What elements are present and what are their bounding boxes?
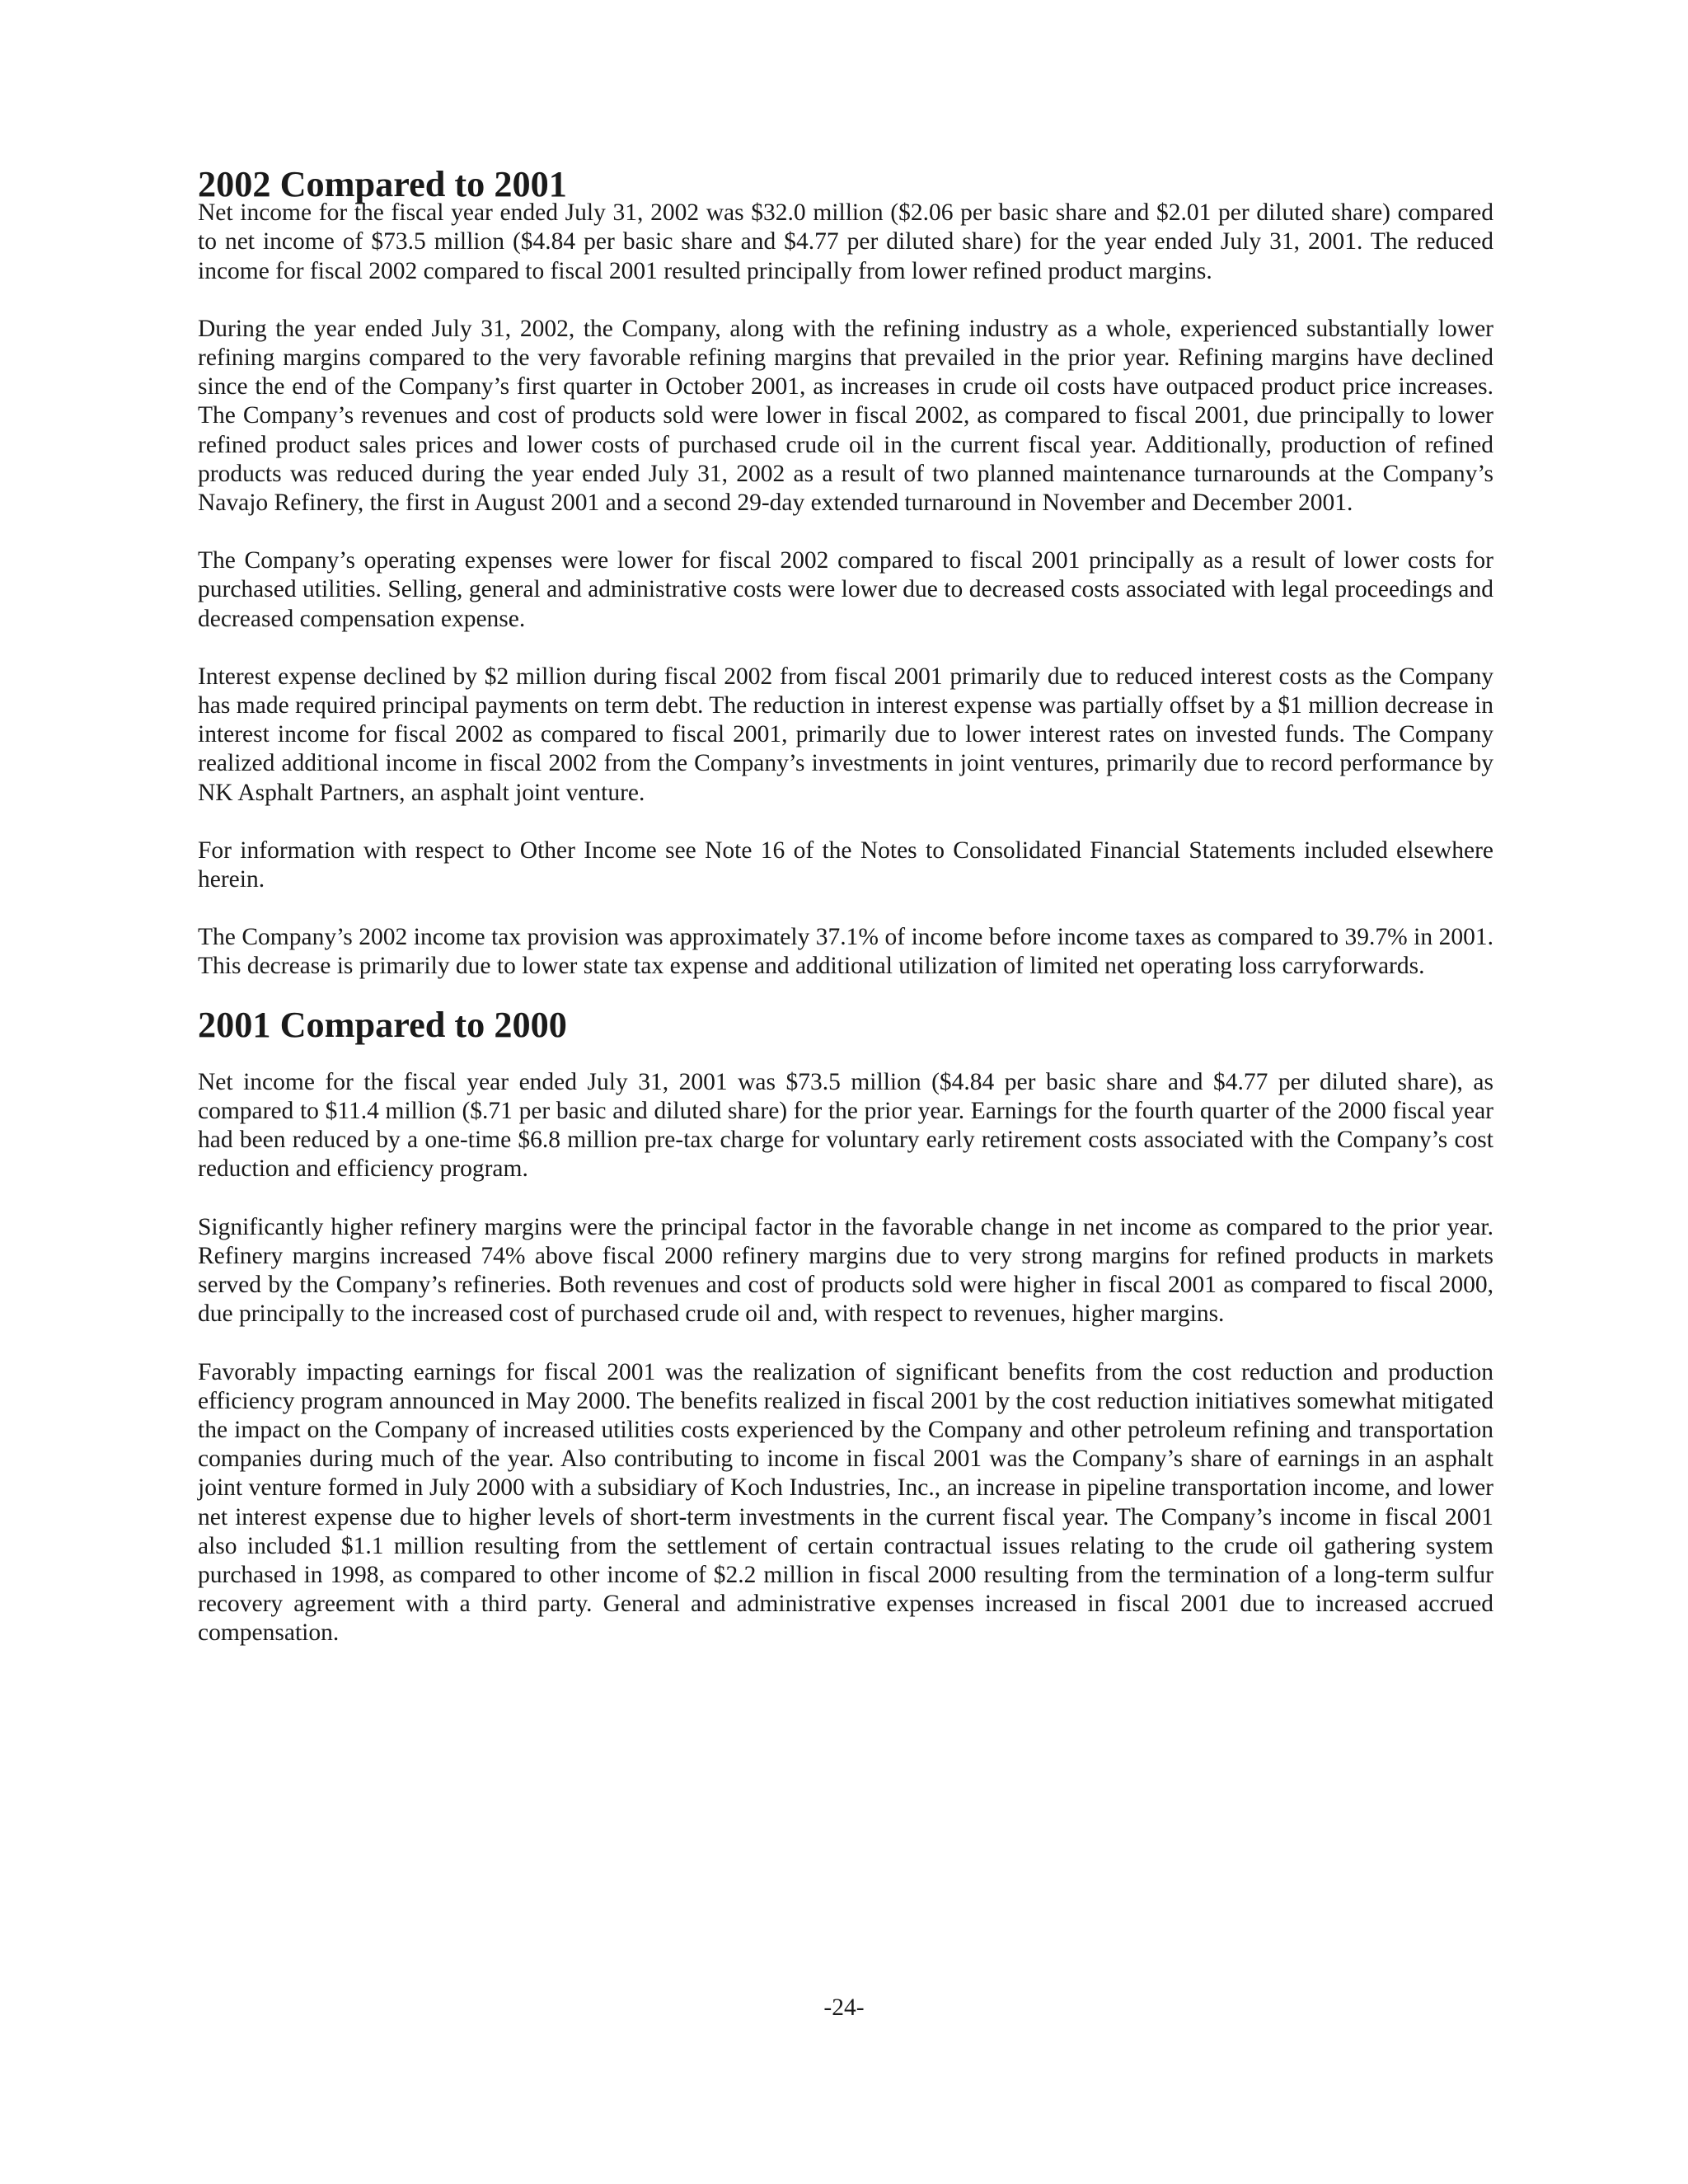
paragraph-2002-5: For information with respect to Other Income see Note 16 of the Notes to Consolidated Financial Statements included elsewhere herein. <box>198 837 1493 893</box>
section-heading-2001: 2001 Compared to 2000 <box>198 1004 567 1045</box>
paragraph-2002-1: Net income for the fiscal year ended July 31, 2002 was $32.0 million ($2.06 per basic share and $2.01 per diluted share) compared to net income of $73.5 million ($4.84 per basic share and $4.77 per diluted share) for the year ended July 31, 2001. The reduced income for fiscal 2002 compared to fiscal 2001 resulted principally from lower refined product margins. <box>198 199 1493 284</box>
paragraph-2002-4: Interest expense declined by $2 million during fiscal 2002 from fiscal 2001 primarily due to reduced interest costs as the Company has made required principal payments on term debt. The reduction in interest expense was partially offset by a $1 million decrease in interest income for fiscal 2002 as compared to fiscal 2001, primarily due to lower interest rates on invested funds. The Company realized additional income in fiscal 2002 from the Company’s investments in joint ventures, primarily due to record performance by NK Asphalt Partners, an asphalt joint venture. <box>198 663 1493 806</box>
paragraph-2002-2: During the year ended July 31, 2002, the Company, along with the refining industry as a whole, experienced substantially lower refining margins compared to the very favorable refining margins that prevailed in the prior year. Refining margins have declined since the end of the Company’s first quarter in October 2001, as increases in crude oil costs have outpaced product price increases. The Company’s revenues and cost of products sold were lower in fiscal 2002, as compared to fiscal 2001, due principally to lower refined product sales prices and lower costs of purchased crude oil in the current fiscal year. Additionally, production of refined products was reduced during the year ended July 31, 2002 as a result of two planned maintenance turnarounds at the Company’s Navajo Refinery, the first in August 2001 and a second 29-day extended turnaround in November and December 2001. <box>198 315 1493 517</box>
paragraph-2002-3: The Company’s operating expenses were lower for fiscal 2002 compared to fiscal 2001 principally as a result of lower costs for purchased utilities. Selling, general and administrative costs were lower due to decreased costs associated with legal proceedings and decreased compensation expense. <box>198 547 1493 632</box>
paragraph-2002-6: The Company’s 2002 income tax provision was approximately 37.1% of income before income taxes as compared to 39.7% in 2001. This decrease is primarily due to lower state tax expense and additional utilization of limited net operating loss carryforwards. <box>198 924 1493 980</box>
page-number: -24- <box>823 1994 865 2021</box>
paragraph-2001-1: Net income for the fiscal year ended July 31, 2001 was $73.5 million ($4.84 per basic share and $4.77 per diluted share), as compared to $11.4 million ($.71 per basic and diluted share) for the prior year. Earnings for the fourth quarter of the 2000 fiscal year had been reduced by a one-time $6.8 million pre-tax charge for voluntary early retirement costs associated with the Company’s cost reduction and efficiency program. <box>198 1068 1493 1183</box>
section-heading-2002: 2002 Compared to 2001 <box>198 164 567 204</box>
paragraph-2001-3: Favorably impacting earnings for fiscal 2001 was the realization of significant benefits from the cost reduction and production efficiency program announced in May 2000. The benefits realized in fiscal 2001 by the cost reduction initiatives somewhat mitigated the impact on the Company of increased utilities costs experienced by the Company and other petroleum refining and transportation companies during much of the year. Also contributing to income in fiscal 2001 was the Company’s share of earnings in an asphalt joint venture formed in July 2000 with a subsidiary of Koch Industries, Inc., an increase in pipeline transportation income, and lower net interest expense due to higher levels of short-term investments in the current fiscal year. The Company’s income in fiscal 2001 also included $1.1 million resulting from the settlement of certain contractual issues relating to the crude oil gathering system purchased in 1998, as compared to other income of $2.2 million in fiscal 2000 resulting from the termination of a long-term sulfur recovery agreement with a third party. General and administrative expenses increased in fiscal 2001 due to increased accrued compensation. <box>198 1358 1493 1647</box>
paragraph-2001-2: Significantly higher refinery margins were the principal factor in the favorable change in net income as compared to the prior year. Refinery margins increased 74% above fiscal 2000 refinery margins due to very strong margins for refined products in markets served by the Company’s refineries. Both revenues and cost of products sold were higher in fiscal 2001 as compared to fiscal 2000, due principally to the increased cost of purchased crude oil and, with respect to revenues, higher margins. <box>198 1213 1493 1328</box>
document-page <box>198 164 1493 1677</box>
